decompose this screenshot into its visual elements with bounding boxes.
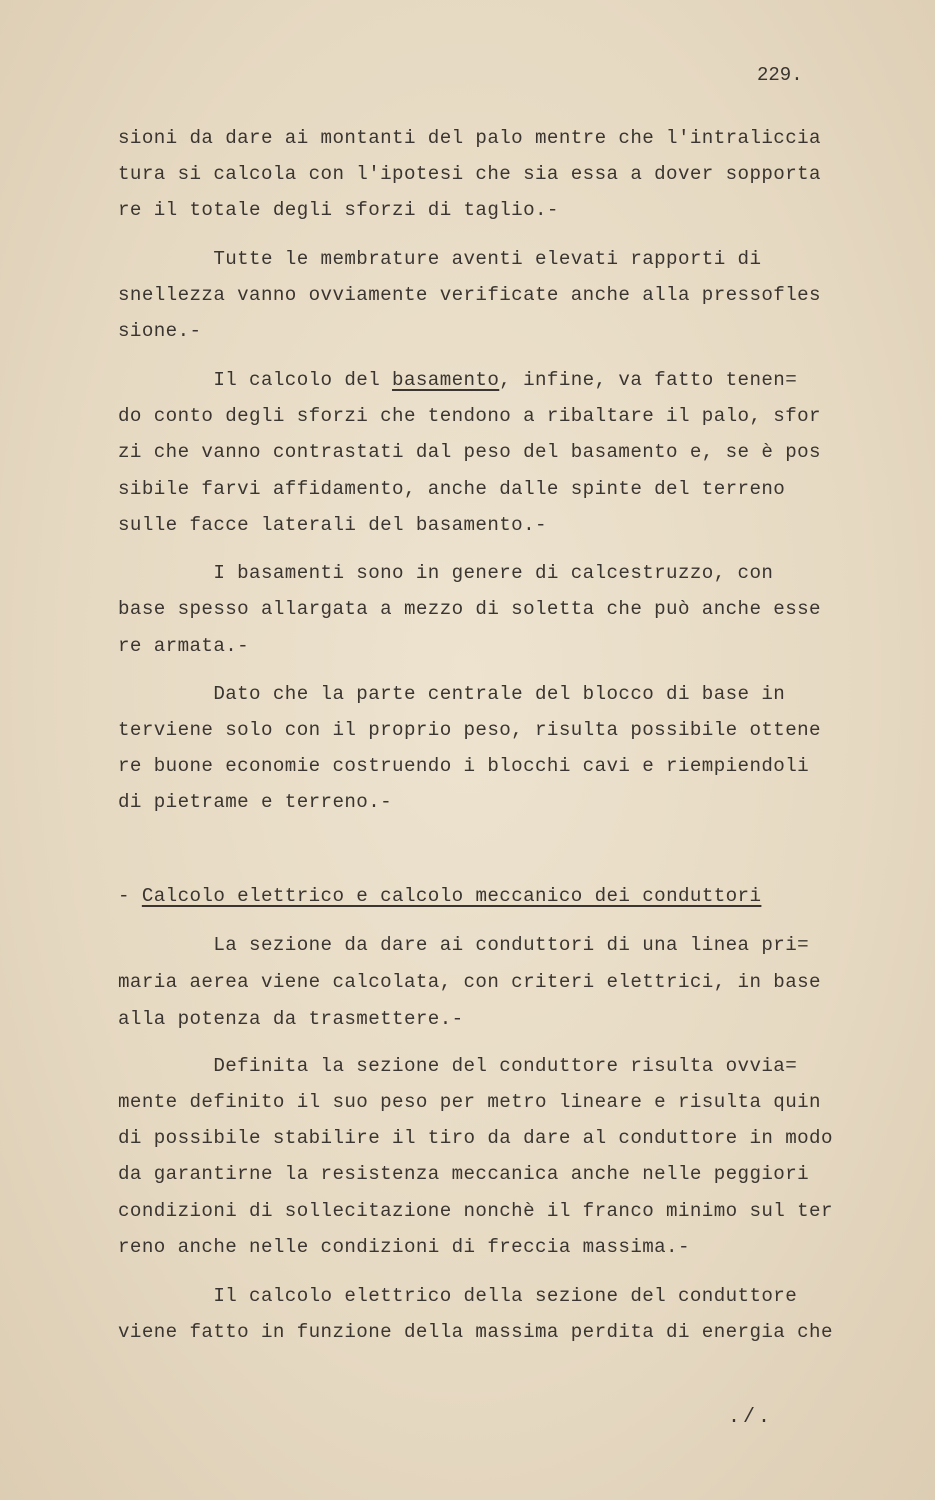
- text-line: I basamenti sono in genere di calcestruzzo, con: [118, 562, 774, 584]
- text-segment: Il calcolo del: [118, 369, 393, 391]
- text-line: maria aerea viene calcolata, con criteri elettrici, in base: [118, 971, 821, 993]
- text-line: da garantirne la resistenza meccanica anche nelle peggiori: [118, 1163, 810, 1185]
- text-line: sione.-: [118, 320, 202, 342]
- text-line: mente definito il suo peso per metro lineare e risulta quin: [118, 1091, 821, 1113]
- text-line: condizioni di sollecitazione nonchè il franco minimo sul ter: [118, 1200, 833, 1222]
- text-line: La sezione da dare ai conduttori di una linea pri=: [118, 934, 810, 956]
- page-number: 229.: [757, 64, 803, 86]
- text-line: re il totale degli sforzi di taglio.-: [118, 199, 559, 221]
- heading-title: Calcolo elettrico e calcolo meccanico dei conduttori: [141, 885, 762, 907]
- text-line: viene fatto in funzione della massima perdita di energia che: [118, 1321, 833, 1343]
- text-line: snellezza vanno ovviamente verificate anche alla pressofles: [118, 284, 821, 306]
- text-line: Definita la sezione del conduttore risulta ovvia=: [118, 1055, 798, 1077]
- text-line: [118, 371, 797, 390]
- text-line: Il calcolo elettrico della sezione del conduttore: [118, 1285, 798, 1307]
- text-line: di possibile stabilire il tiro da dare al conduttore in modo: [118, 1127, 833, 1149]
- text-line: base spesso allargata a mezzo di soletta che può anche esse: [118, 598, 821, 620]
- text-line: sulle facce laterali del basamento.-: [118, 514, 547, 536]
- text-line: do conto degli sforzi che tendono a ribaltare il palo, sfor: [118, 405, 821, 427]
- text-line: alla potenza da trasmettere.-: [118, 1008, 464, 1030]
- continuation-mark: ./.: [728, 1406, 774, 1429]
- text-line: tura si calcola con l'ipotesi che sia essa a dover sopporta: [118, 163, 821, 185]
- text-line: sioni da dare ai montanti del palo mentre che l'intraliccia: [118, 127, 821, 149]
- text-line: sibile farvi affidamento, anche dalle spinte del terreno: [118, 478, 786, 500]
- text-line: re buone economie costruendo i blocchi cavi e riempiendoli: [118, 755, 810, 777]
- text-line: re armata.-: [118, 635, 250, 657]
- text-line: Tutte le membrature aventi elevati rapporti di: [118, 248, 762, 270]
- underlined-term-basamento: basamento: [392, 369, 500, 391]
- heading-dash: -: [118, 885, 142, 907]
- text-line: reno anche nelle condizioni di freccia massima.-: [118, 1236, 690, 1258]
- text-line: terviene solo con il proprio peso, risulta possibile ottene: [118, 719, 821, 741]
- text-line: zi che vanno contrastati dal peso del basamento e, se è pos: [118, 441, 821, 463]
- text-line: Dato che la parte centrale del blocco di base in: [118, 683, 786, 705]
- section-heading: [118, 887, 761, 906]
- text-line: di pietrame e terreno.-: [118, 791, 393, 813]
- text-segment: , infine, va fatto tenen=: [499, 369, 798, 391]
